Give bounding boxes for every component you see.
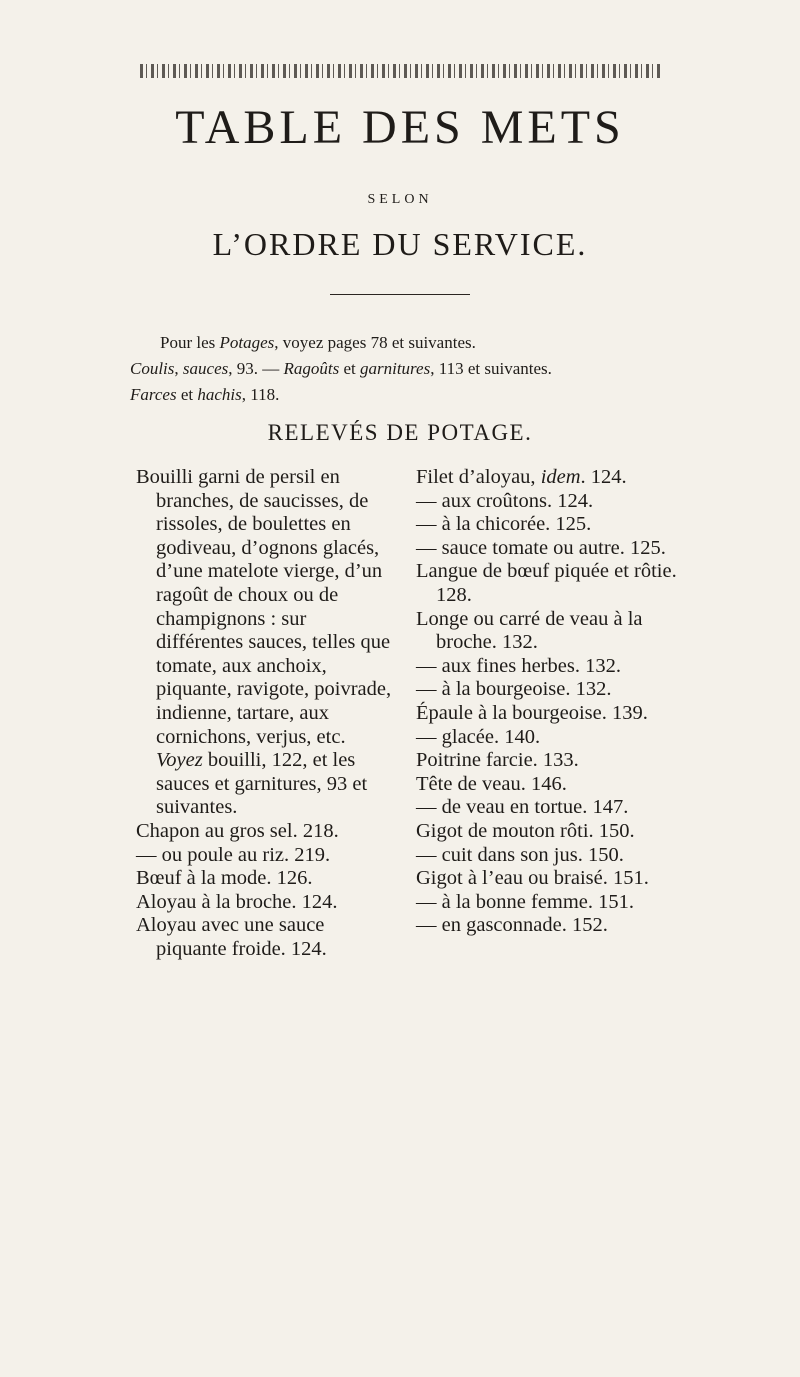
text: , 118. [241,385,280,404]
page-title: TABLE DES METS [175,101,625,154]
text: Filet d’aloyau, [416,466,541,488]
text-italic: Ragoûts [283,359,340,378]
list-item: — aux fines herbes. 132. [416,654,621,677]
list-item: Langue de bœuf piquée et rôtie. 128. [416,560,677,606]
list-item [416,466,678,490]
list-item: — cuit dans son jus. 150. [416,843,624,866]
text: bouilli, 122, et les sauces et garnitures, 93 et suivantes. [156,749,368,819]
divider-rule [330,294,470,295]
right-column [416,466,678,938]
text: Pour les [160,333,220,352]
list-item: Longe ou carré de veau à la broche. 132. [416,607,643,654]
list-item: — ou poule au riz. 219. [136,843,331,866]
list-item: — de veau en tortue. 147. [416,796,629,819]
list-item: Bœuf à la mode. 126. [136,867,313,890]
list-item: — à la bourgeoise. 132. [416,678,612,701]
text: , 93. — [228,359,284,378]
text: Bouilli garni de persil en branches, de saucisses, de rissoles, de boulettes en godiveau, d’ognons glacés, d’une matelote vierge, d’un ragoût de choux ou de champignons : sur différentes sauces, telles que tomate, aux anchoix, piquante, ravigote, poivrade, indienne, tartare, aux cornichons, verjus, etc. [136,466,392,748]
intro-line-potages [130,330,710,356]
text-italic: Farces [130,385,177,404]
text: et [176,385,198,404]
section-heading: RELEVÉS DE POTAGE. [267,420,533,445]
text: , 113 et suivantes. [430,359,552,378]
text-italic: Coulis [130,359,175,378]
list-item: — en gasconnade. 152. [416,914,608,937]
list-item: — aux croûtons. 124. [416,489,594,512]
list-item: — glacée. 140. [416,725,541,748]
left-column [136,466,396,961]
list-item: — à la bonne femme. 151. [416,890,635,913]
list-item: — à la chicorée. 125. [416,513,592,536]
text: , voyez pages 78 et suivantes. [274,333,476,352]
list-item: — sauce tomate ou autre. 125. [416,536,666,559]
list-item: Poitrine farcie. 133. [416,749,579,772]
intro-line-coulis [130,356,710,382]
text: . 124. [580,466,627,488]
title-connector: SELON [367,192,433,207]
intro-line-farces [130,382,710,408]
text-italic: sauces [182,359,229,378]
page-subtitle: L’ORDRE DU SERVICE. [212,226,588,262]
text: et [339,359,360,378]
text-italic: idem [540,466,581,488]
list-item: Aloyau avec une sauce piquante froide. 124. [136,914,327,960]
list-item [136,466,396,820]
list-item: Aloyau à la broche. 124. [136,890,338,913]
list-item: Tête de veau. 146. [416,772,567,795]
text-italic: garnitures [360,359,431,378]
list-item: Gigot de mouton rôti. 150. [416,819,635,842]
list-item: Gigot à l’eau ou braisé. 151. [416,867,649,890]
text-italic: Voyez [156,749,203,772]
list-item: Chapon au gros sel. 218. [136,819,339,842]
decorative-ornament-band [140,64,660,78]
text-italic: Potages [219,333,275,352]
list-item: Épaule à la bourgeoise. 139. [416,701,648,724]
text: , [174,359,183,378]
intro-references [130,330,710,408]
text-italic: hachis [197,385,242,404]
